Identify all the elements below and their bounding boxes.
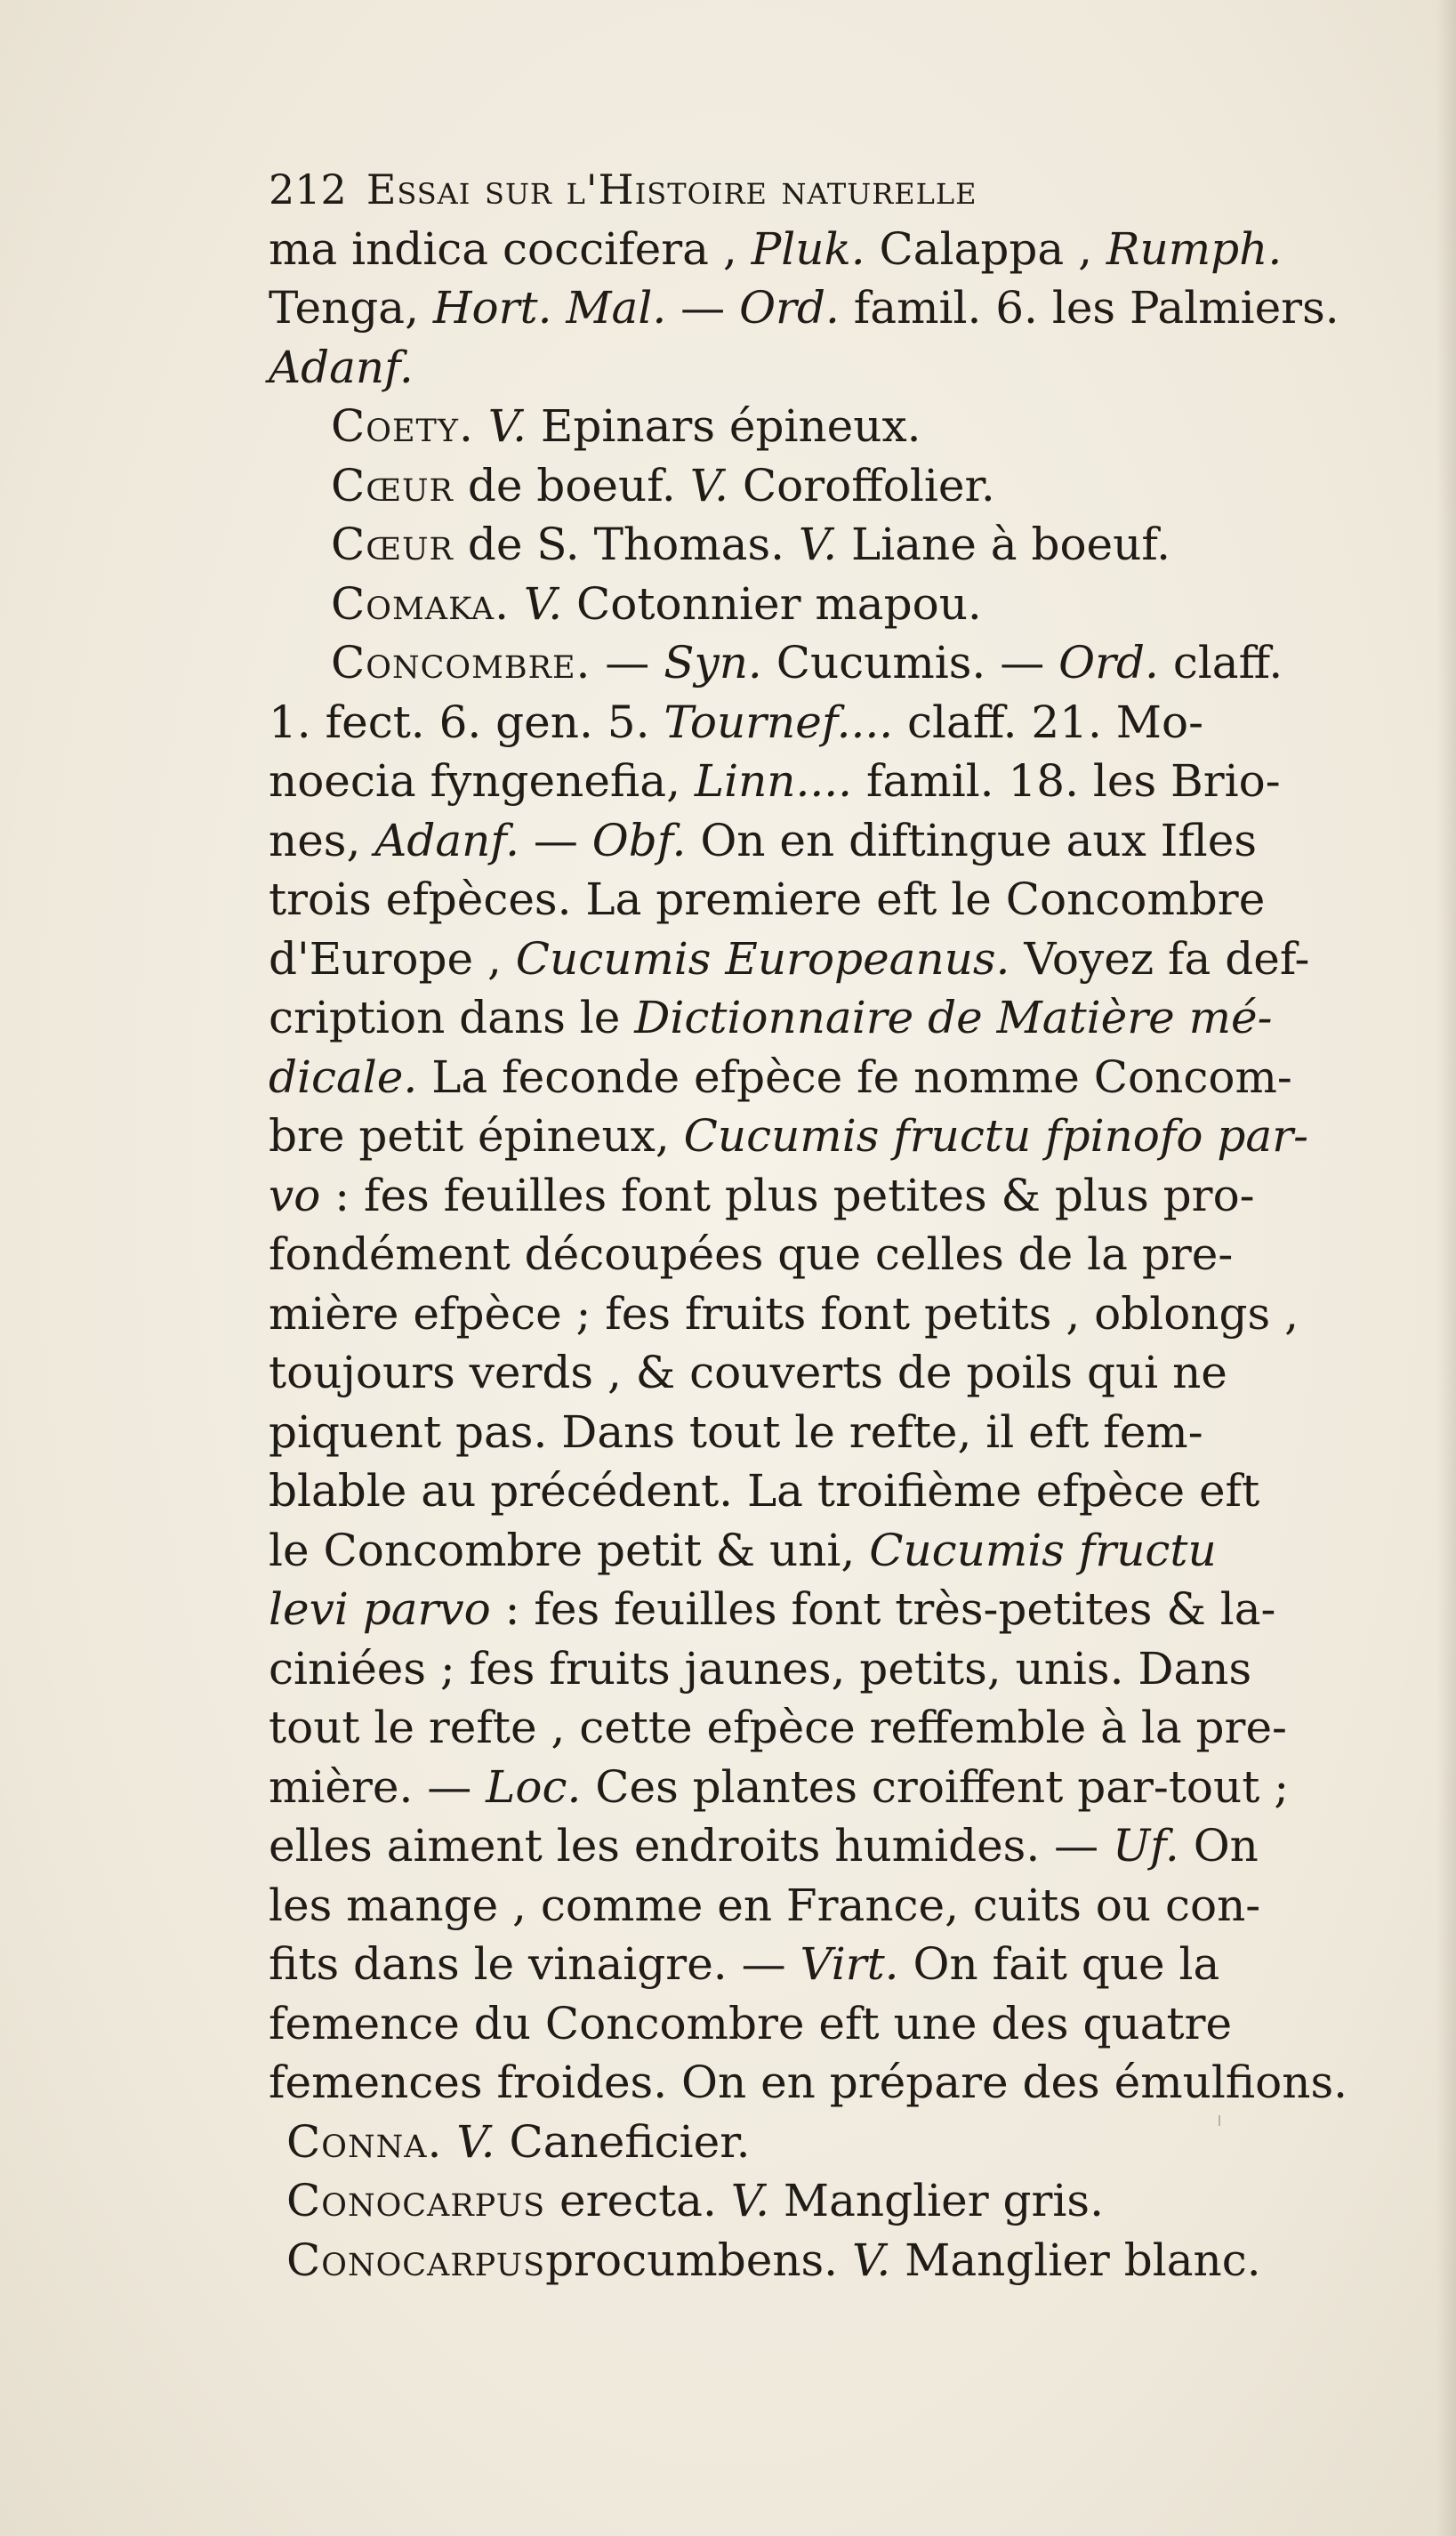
entry-head: Coety. <box>331 400 474 452</box>
text-line: d'Europe , Cucumis Europeanus. Voyez fa def- <box>269 932 1310 985</box>
entry-coeur-de-boeuf: Cœur de boeuf. V. Coroffolier. <box>331 459 995 511</box>
text-line: fondément découpées que celles de la pre- <box>269 1228 1234 1280</box>
text-line: femence du Concombre eft une des quatre <box>269 1997 1233 2049</box>
entry-comaka: Comaka. V. Cotonnier mapou. <box>331 577 982 630</box>
text-line: Adanf. <box>269 341 414 393</box>
entry-head: Conocarpus <box>286 2234 546 2286</box>
entry-coeur-de-s-thomas: Cœur de S. Thomas. V. Liane à boeuf. <box>331 519 1170 570</box>
text-line: blable au précédent. La troifième efpèce eft <box>269 1465 1260 1517</box>
text-line: femences froides. On en prépare des émulfions. <box>269 2057 1348 2108</box>
text-line: les mange , comme en France, cuits ou con- <box>269 1879 1261 1931</box>
text-line: ma indica coccifera , Pluk. Calappa , Rumph. <box>269 222 1283 275</box>
text-line: toujours verds , & couverts de poils qui ne <box>269 1347 1227 1398</box>
entry-conna: Conna. V. Caneficier. <box>286 2115 751 2168</box>
running-title: Essai sur l'Histoire naturelle <box>366 165 977 213</box>
text-line: fits dans le vinaigre. — Virt. On fait que la <box>269 1938 1220 1990</box>
entry-concombre: Concombre. — Syn. Cucumis. — Ord. claff. <box>331 637 1283 688</box>
text-line: bre petit épineux, Cucumis fructu fpinofo par- <box>269 1110 1308 1162</box>
text-line: noecia fyngenefia, Linn.... famil. 18. les Brio- <box>269 755 1281 807</box>
text-line: mière efpèce ; fes fruits font petits , oblongs , <box>269 1287 1299 1340</box>
entry-conocarpus-erecta: Conocarpus erecta. V. Manglier gris. <box>286 2175 1104 2226</box>
text-line: levi parvo : fes feuilles font très-petites & la- <box>269 1583 1276 1635</box>
text-line: trois efpèces. La premiere eft le Concombre <box>269 874 1266 925</box>
text-line: dicale. La feconde efpèce fe nomme Concom- <box>269 1051 1292 1103</box>
entry-head: Comaka. <box>331 577 510 630</box>
text-line: elles aiment les endroits humides. — Uf. On <box>269 1820 1259 1872</box>
entry-head: Conna. <box>286 2115 443 2168</box>
text-line: cription dans le Dictionnaire de Matière mé- <box>269 992 1273 1043</box>
page-gutter-shadow <box>1436 0 1456 2536</box>
text-line: tout le refte , cette efpèce reffemble à la pre- <box>269 1702 1287 1753</box>
page-number: 212 <box>269 165 347 213</box>
entry-coety: Coety. V. Epinars épineux. <box>331 400 921 452</box>
entry-head: Conocarpus <box>286 2175 546 2226</box>
margin-mark <box>1219 2115 1226 2126</box>
text-line: vo : fes feuilles font plus petites & plus pro- <box>269 1169 1255 1221</box>
entry-head: Cœur <box>331 519 454 570</box>
text-line: ciniées ; fes fruits jaunes, petits, unis. Dans <box>269 1642 1252 1695</box>
page-text <box>269 160 1372 2290</box>
text-line: Tenga, Hort. Mal. — Ord. famil. 6. les Palmiers. <box>269 282 1339 334</box>
entry-conocarpus-procumbens: Conocarpusprocumbens. V. Manglier blanc. <box>286 2234 1261 2286</box>
text-line: 1. fect. 6. gen. 5. Tournef.... claff. 21. Mo- <box>269 696 1203 748</box>
text-line: nes, Adanf. — Obf. On en diftingue aux Ifles <box>269 814 1258 866</box>
running-header <box>269 160 1372 220</box>
text-line: le Concombre petit & uni, Cucumis fructu <box>269 1524 1217 1576</box>
text-line: mière. — Loc. Ces plantes croiffent par-tout ; <box>269 1760 1290 1813</box>
entry-head: Concombre. <box>331 637 591 688</box>
entry-head: Cœur <box>331 459 454 511</box>
text-line: piquent pas. Dans tout le refte, il eft fem- <box>269 1405 1203 1458</box>
